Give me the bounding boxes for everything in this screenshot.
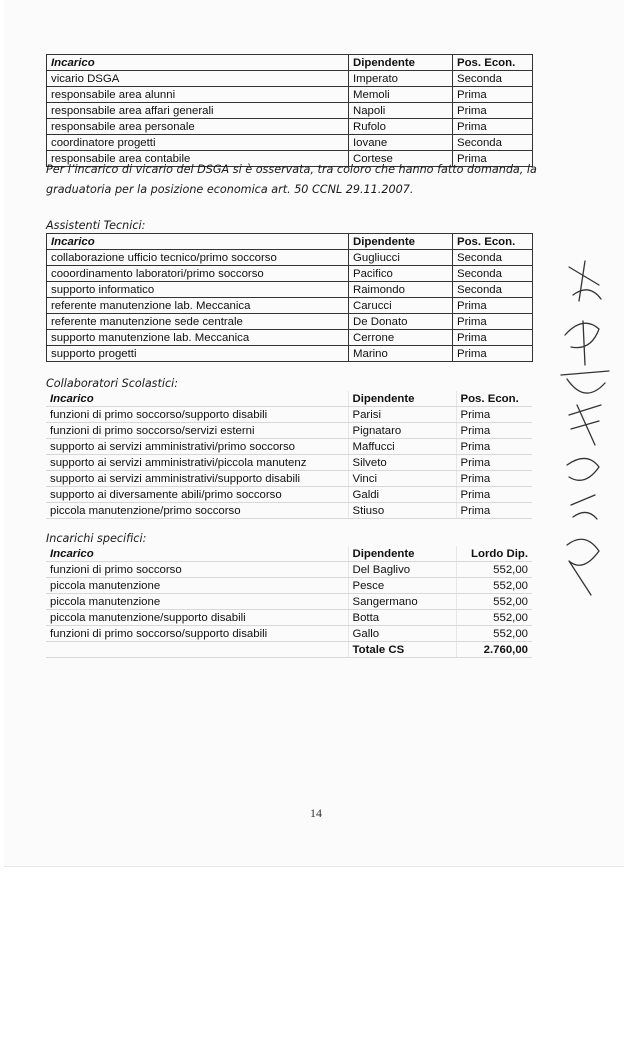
note-line-2: graduatoria per la posizione economica art. 50 CCNL 29.11.2007.: [46, 183, 414, 196]
cell-employee: Gugliucci: [349, 250, 453, 266]
section-title-collaboratori: Collaboratori Scolastici:: [46, 377, 179, 390]
cell-role: funzioni di primo soccorso/servizi esterni: [46, 423, 348, 439]
cell-role: responsabile area personale: [47, 119, 349, 135]
header-row: [47, 55, 533, 71]
table-row: [47, 314, 533, 330]
table-row: [47, 330, 533, 346]
table-row: [47, 103, 533, 119]
cell-role: funzioni di primo soccorso: [46, 562, 348, 578]
header-row: [46, 391, 532, 407]
cell-pos: Prima: [456, 423, 532, 439]
cell-role: piccola manutenzione/primo soccorso: [46, 503, 348, 519]
cell-role: piccola manutenzione: [46, 594, 348, 610]
cell-employee: Rufolo: [349, 119, 453, 135]
table-row: [47, 298, 533, 314]
cell-pos: Prima: [453, 119, 533, 135]
table-row: [47, 266, 533, 282]
table-row: [46, 407, 532, 423]
cell-empty: [46, 642, 348, 658]
cell-pos: Prima: [456, 439, 532, 455]
table-row: [46, 594, 532, 610]
cell-employee: Napoli: [349, 103, 453, 119]
table-row: [46, 439, 532, 455]
table-row: [46, 562, 532, 578]
total-label: Totale CS: [348, 642, 456, 658]
header-incarico: Incarico: [47, 234, 349, 250]
cell-role: piccola manutenzione: [46, 578, 348, 594]
section-title-specifici: Incarichi specifici:: [46, 532, 147, 545]
cell-employee: Maffucci: [348, 439, 456, 455]
table-row: [46, 626, 532, 642]
cell-role: responsabile area affari generali: [47, 103, 349, 119]
cell-pos: Prima: [456, 407, 532, 423]
header-dipendente: Dipendente: [348, 391, 456, 407]
table-row: [46, 487, 532, 503]
header-pos-econ: Pos. Econ.: [456, 391, 532, 407]
cell-employee: Pesce: [348, 578, 456, 594]
cell-role: supporto progetti: [47, 346, 349, 362]
table-row: [46, 423, 532, 439]
table-row: [46, 578, 532, 594]
cell-pos: Prima: [456, 471, 532, 487]
cell-pos: Prima: [453, 330, 533, 346]
cell-role: funzioni di primo soccorso/supporto disabili: [46, 626, 348, 642]
cell-employee: Pacifico: [349, 266, 453, 282]
cell-role: supporto ai servizi amministrativi/primo soccorso: [46, 439, 348, 455]
header-dipendente: Dipendente: [349, 234, 453, 250]
cell-role: vicario DSGA: [47, 71, 349, 87]
table-row: [47, 135, 533, 151]
handwritten-signature-icon: [555, 255, 615, 615]
section-title-assistenti: Assistenti Tecnici:: [46, 219, 146, 232]
header-dipendente: Dipendente: [348, 546, 456, 562]
cell-pos: Seconda: [453, 135, 533, 151]
cell-employee: Cortese: [349, 151, 453, 167]
header-row: [47, 234, 533, 250]
cell-pos: Prima: [453, 346, 533, 362]
cell-role: funzioni di primo soccorso/supporto disabili: [46, 407, 348, 423]
cell-amount: 552,00: [456, 578, 532, 594]
cell-employee: Memoli: [349, 87, 453, 103]
total-row: [46, 642, 532, 658]
cell-pos: Prima: [453, 298, 533, 314]
table-row: [46, 471, 532, 487]
table-row: [46, 503, 532, 519]
header-row: [46, 546, 532, 562]
cell-pos: Seconda: [453, 250, 533, 266]
cell-role: supporto ai diversamente abili/primo soccorso: [46, 487, 348, 503]
specifici-table: [46, 546, 532, 658]
vicario-note: [46, 160, 616, 200]
collaboratori-table: [46, 391, 532, 519]
cell-pos: Prima: [456, 455, 532, 471]
cell-role: responsabile area contabile: [47, 151, 349, 167]
cell-pos: Seconda: [453, 71, 533, 87]
cell-employee: Iovane: [349, 135, 453, 151]
table-row: [47, 346, 533, 362]
cell-employee: Silveto: [348, 455, 456, 471]
cell-employee: Pignataro: [348, 423, 456, 439]
header-incarico: Incarico: [46, 391, 348, 407]
table-row: [47, 250, 533, 266]
header-dipendente: Dipendente: [349, 55, 453, 71]
table-row: [46, 455, 532, 471]
cell-role: supporto ai servizi amministrativi/supporto disabili: [46, 471, 348, 487]
cell-employee: Carucci: [349, 298, 453, 314]
cell-amount: 552,00: [456, 562, 532, 578]
staff-table: [46, 54, 533, 167]
cell-employee: Cerrone: [349, 330, 453, 346]
cell-role: responsabile area alunni: [47, 87, 349, 103]
header-pos-econ: Pos. Econ.: [453, 55, 533, 71]
cell-employee: Vinci: [348, 471, 456, 487]
header-lordo: Lordo Dip.: [456, 546, 532, 562]
cell-role: cooordinamento laboratori/primo soccorso: [47, 266, 349, 282]
cell-employee: Parisi: [348, 407, 456, 423]
table-row: [47, 282, 533, 298]
cell-employee: Imperato: [349, 71, 453, 87]
header-incarico: Incarico: [46, 546, 348, 562]
page-number: 14: [310, 806, 322, 820]
cell-pos: Prima: [453, 314, 533, 330]
cell-employee: Marino: [349, 346, 453, 362]
cell-employee: Gallo: [348, 626, 456, 642]
scan-edge: [4, 866, 624, 867]
cell-pos: Seconda: [453, 282, 533, 298]
cell-role: referente manutenzione sede centrale: [47, 314, 349, 330]
cell-role: collaborazione ufficio tecnico/primo soccorso: [47, 250, 349, 266]
table-row: [47, 71, 533, 87]
cell-pos: Prima: [453, 87, 533, 103]
cell-employee: Galdi: [348, 487, 456, 503]
cell-employee: Stiuso: [348, 503, 456, 519]
cell-role: piccola manutenzione/supporto disabili: [46, 610, 348, 626]
assistenti-table: [46, 233, 533, 362]
cell-role: supporto informatico: [47, 282, 349, 298]
cell-pos: Prima: [456, 503, 532, 519]
note-line-1: Per l’incarico di vicario del DSGA si è osservata, tra coloro che hanno fatto domanda, la: [46, 163, 537, 176]
header-pos-econ: Pos. Econ.: [453, 234, 533, 250]
cell-employee: De Donato: [349, 314, 453, 330]
cell-employee: Raimondo: [349, 282, 453, 298]
cell-role: supporto ai servizi amministrativi/piccola manutenz: [46, 455, 348, 471]
cell-amount: 552,00: [456, 610, 532, 626]
cell-amount: 552,00: [456, 594, 532, 610]
header-incarico: Incarico: [47, 55, 349, 71]
cell-employee: Del Baglivo: [348, 562, 456, 578]
cell-role: referente manutenzione lab. Meccanica: [47, 298, 349, 314]
cell-employee: Botta: [348, 610, 456, 626]
cell-pos: Prima: [453, 151, 533, 167]
cell-amount: 552,00: [456, 626, 532, 642]
cell-pos: Prima: [453, 103, 533, 119]
total-value: 2.760,00: [456, 642, 532, 658]
cell-role: coordinatore progetti: [47, 135, 349, 151]
cell-role: supporto manutenzione lab. Meccanica: [47, 330, 349, 346]
cell-pos: Seconda: [453, 266, 533, 282]
cell-pos: Prima: [456, 487, 532, 503]
table-row: [46, 610, 532, 626]
cell-employee: Sangermano: [348, 594, 456, 610]
table-row: [47, 87, 533, 103]
table-row: [47, 119, 533, 135]
